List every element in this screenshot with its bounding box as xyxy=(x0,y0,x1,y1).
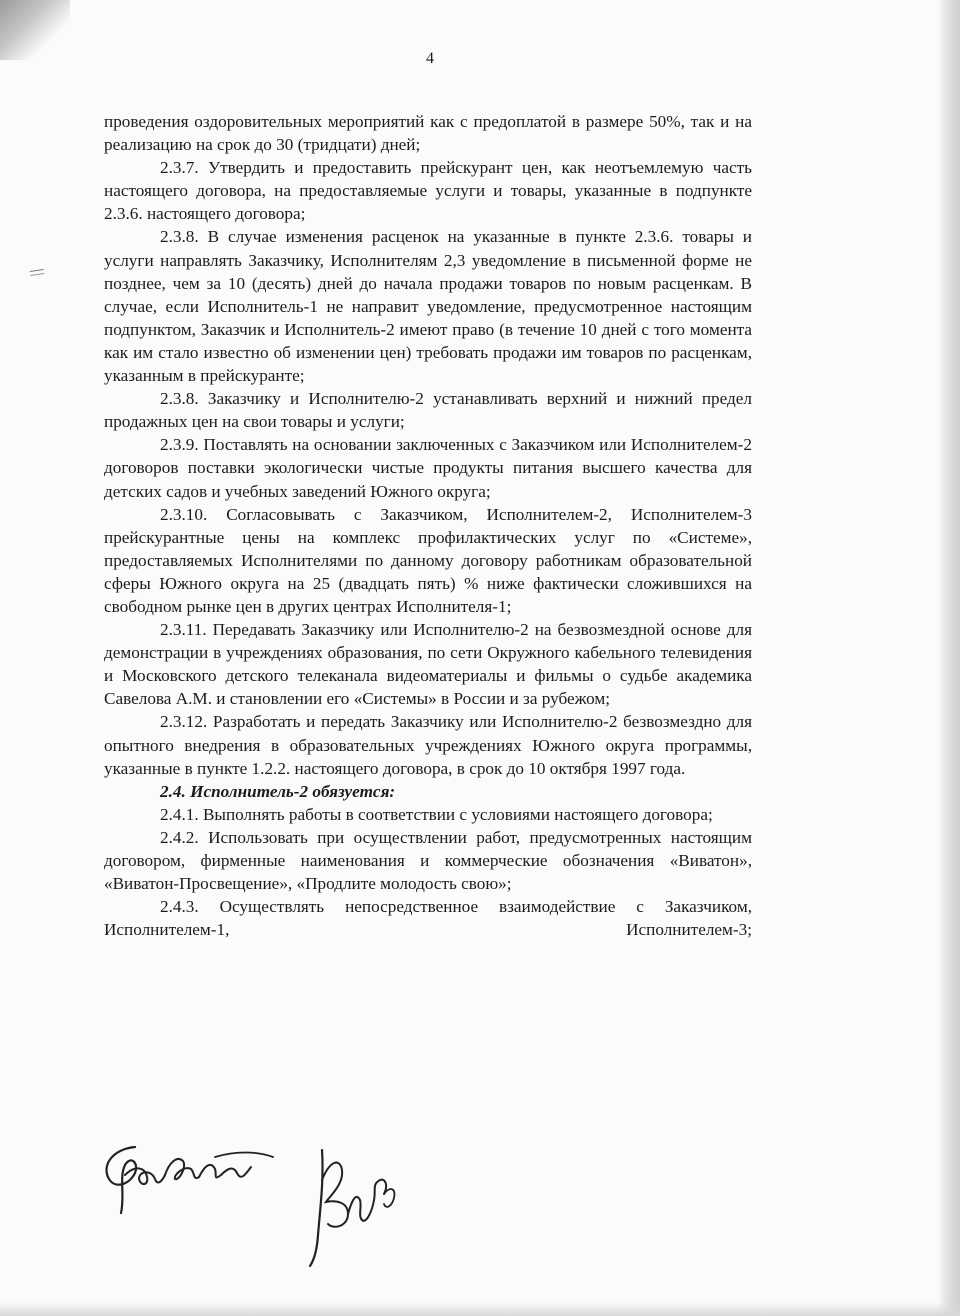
margin-pen-mark xyxy=(30,269,45,276)
page-number: 4 xyxy=(426,50,434,67)
clause-2-3-12: 2.3.12. Разработать и передать Заказчику или Исполнителю-2 безвозмездно для опытного внедрения в образовательных учреждениях Южного округа программы, указанные в пункте 1.2.2. настоящего договора, в срок до 10 октября 1997 года. xyxy=(104,712,752,778)
paragraph-continuation: проведения оздоровительных мероприятий как с предоплатой в размере 50%, так и на реализацию на срок до 30 (тридцати) дней; xyxy=(104,112,752,155)
clause-2-3-11: 2.3.11. Передавать Заказчику или Исполнителю-2 на безвозмездной основе для демонстрации в учреждениях образования, по сети Окружного кабельного телевидения и Московского детского телеканала видеоматериалы и фильмы о судьбе академика Савелова А.М. и становлении его «Системы» в России и за рубежом; xyxy=(104,620,752,709)
clause-2-3-8-b: 2.3.8. Заказчику и Исполнителю-2 устанавливать верхний и нижний предел продажных цен на свои товары и услуги; xyxy=(104,389,752,432)
section-heading-2-4: 2.4. Исполнитель-2 обязуется: xyxy=(160,781,396,801)
scan-bottom-edge xyxy=(0,1302,960,1316)
signature-left xyxy=(95,1135,295,1230)
clause-2-4-3: 2.4.3. Осуществлять непосредственное взаимодействие с Заказчиком, Исполнителем-1, Исполнителем-3; xyxy=(104,897,752,940)
clause-2-4-2: 2.4.2. Использовать при осуществлении работ, предусмотренных настоящим договором, фирменные наименования и коммерческие обозначения «Виватон», «Виватон-Просвещение», «Продлите молодость свою»; xyxy=(104,827,752,894)
scan-right-edge xyxy=(938,0,960,1316)
clause-2-3-10: 2.3.10. Согласовывать с Заказчиком, Исполнителем-2, Исполнителем-3 прейскурантные цены на комплекс профилактических услуг по «Системе», предоставляемых Исполнителями по данному договору работникам образовательной сферы Южного округа на 25 (двадцать пять) % ниже фактически сложившихся на свободном рынке цен в других центрах Исполнителя-1; xyxy=(104,504,752,616)
signature-right xyxy=(300,1140,410,1275)
document-body xyxy=(104,110,752,941)
clause-2-3-9: 2.3.9. Поставлять на основании заключенных с Заказчиком или Исполнителем-2 договоров поставки экологически чистые продукты питания высшего качества для детских садов и учебных заведений Южного округа; xyxy=(104,435,752,501)
clause-2-3-8-a: 2.3.8. В случае изменения расценок на указанные в пункте 2.3.6. товары и услуги направлять Заказчику, Исполнителям 2,3 уведомление в письменной форме не позднее, чем за 10 (десять) дней до начала продажи товаров по новым расценкам. В случае, если Исполнитель-1 не направит уведомление, предусмотренное настоящим подпунктом, Заказчик и Исполнитель-2 имеют право (в течение 10 дней с того момента как им стало известно об изменении цен) требовать продажи им товаров по расценкам, указанным в прейскуранте; xyxy=(104,227,752,386)
clause-2-3-7: 2.3.7. Утвердить и предоставить прейскурант цен, как неотъемлемую часть настоящего договора, на предоставляемые услуги и товары, указанные в подпункте 2.3.6. настоящего договора; xyxy=(104,158,752,224)
clause-2-4-1: 2.4.1. Выполнять работы в соответствии с условиями настоящего договора; xyxy=(160,804,713,824)
